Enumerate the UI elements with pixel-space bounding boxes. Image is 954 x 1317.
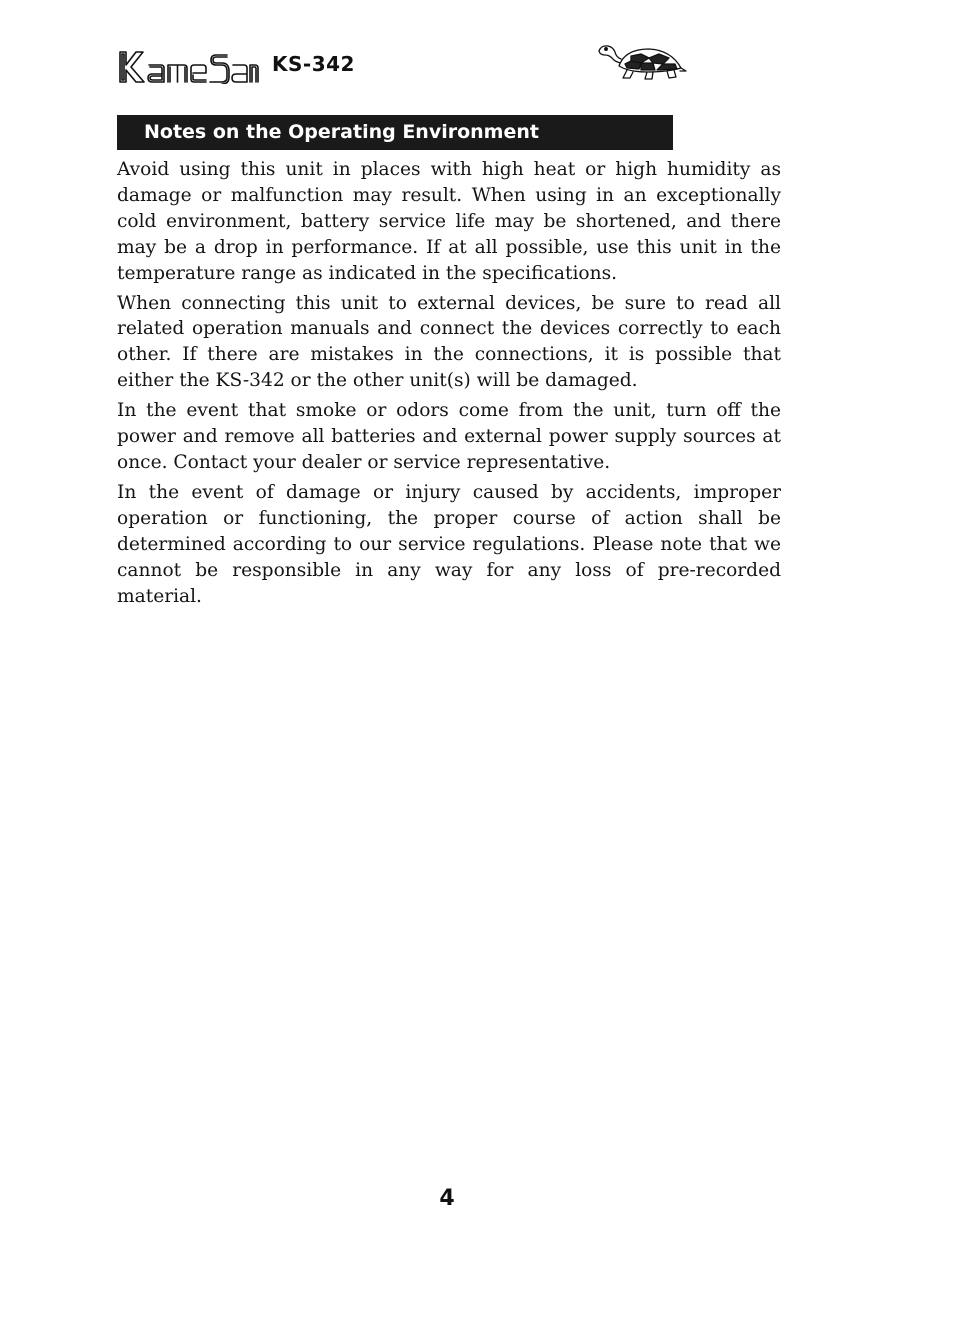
paragraph-smoke-odors: In the event that smoke or odors come from the unit, turn off the power and remove all batteries and external power supply sources at once. Contact your dealer or service representative. bbox=[117, 400, 781, 473]
paragraph-heat-humidity: Avoid using this unit in places with high heat or high humidity as damage or malfunction may result. When using in an exceptionally cold environment, battery service life may be shortened, and there may be a drop in performance. If at all possible, use this unit in the temperature range as indicated in the specifications. bbox=[117, 159, 781, 284]
page-header bbox=[117, 44, 697, 88]
model-name: KS-342 bbox=[272, 52, 355, 76]
page-number: 4 bbox=[439, 1186, 455, 1211]
section-heading: Notes on the Operating Environment bbox=[117, 115, 673, 150]
body-text bbox=[117, 157, 781, 613]
paragraph-external-devices: When connecting this unit to external devices, be sure to read all related operation manuals and connect the devices correctly to each other. If there are mistakes in the connections, it is possible that either the KS-342 or the other unit(s) will be damaged. bbox=[117, 292, 781, 392]
paragraph-damage-injury: In the event of damage or injury caused by accidents, improper operation or functioning, the proper course of action shall be determined according to our service regulations. Please note that we cannot be responsible in any way for any loss of pre-recorded material. bbox=[117, 481, 781, 607]
turtle-icon bbox=[597, 44, 687, 80]
kamesan-logo bbox=[117, 50, 259, 84]
